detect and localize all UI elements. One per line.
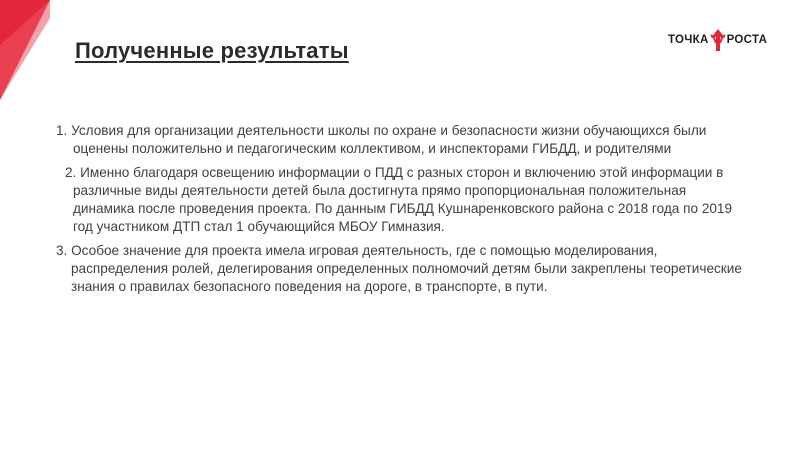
result-item-1: 1. Условия для организации деятельности школы по охране и безопасности жизни обучающихся были оценены положительно и педагогическим коллективом, и инспекторами ГИБДД, и родителями — [56, 123, 707, 156]
logo-left-text: ТОЧКА — [668, 34, 709, 46]
results-list — [56, 122, 746, 302]
result-item-3: 3. Особое значение для проекта имела игровая деятельность, где с помощью моделирования, распределения ролей, делегирования определенных полномочий детям были закреплены теоретические знания о правилах безопасного поведения на дороге, в транспорте, в пути. — [56, 243, 742, 294]
tochka-rosta-logo — [668, 28, 767, 52]
slide-title: Полученные результаты — [75, 38, 349, 63]
growth-arrow-icon — [710, 29, 726, 51]
red-corner-decoration — [0, 0, 50, 100]
logo-right-text: РОСТА — [726, 34, 768, 46]
result-item-2: 2. Именно благодаря освещению информации о ПДД с разных сторон и включению этой информации в различные виды деятельности детей была достигнута прямо пропорциональная положительная динамика после проведения проекта. По данным ГИБДД Кушнаренковского района с 2018 года по 2019 год участником ДТП стал 1 обучающийся МБОУ Гимназия. — [65, 165, 733, 234]
